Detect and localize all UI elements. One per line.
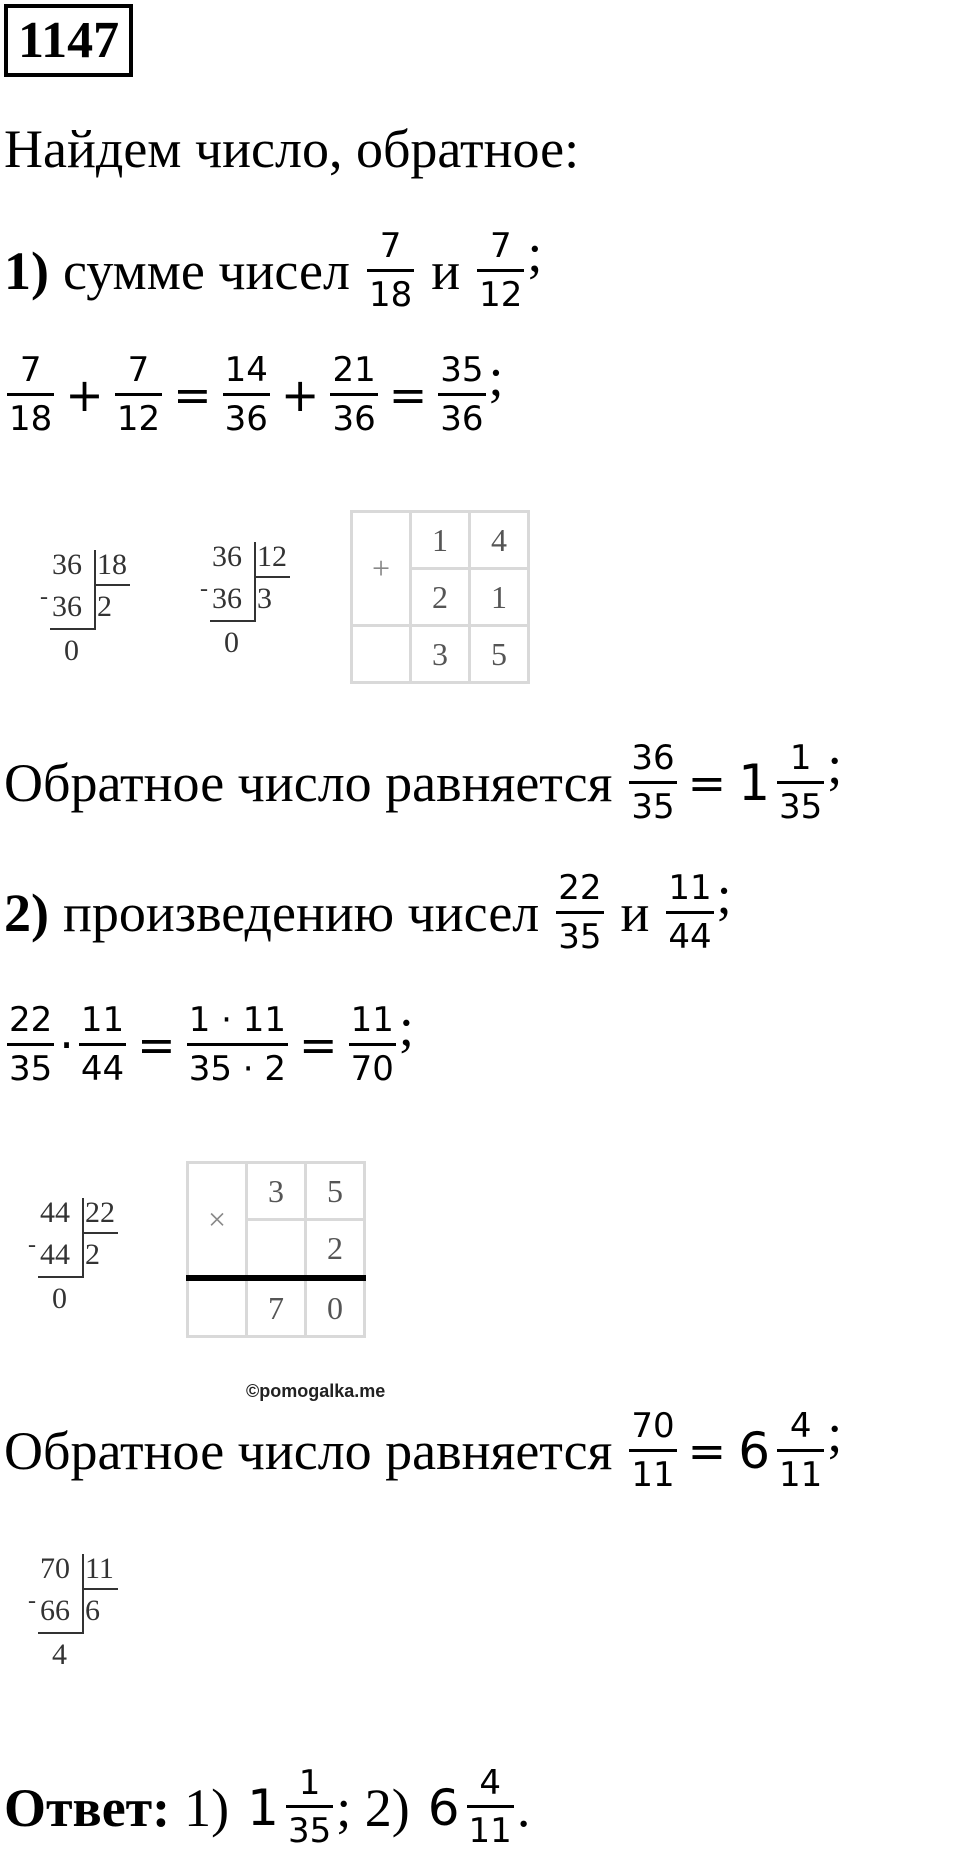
and-word: и: [620, 883, 650, 943]
multiply-dot: ·: [59, 1018, 74, 1072]
equals-sign: =: [173, 368, 212, 422]
part2-heading: 2) произведению чисел $\frac{22}{35}$ и $\frac{11}{44}$ ;: [4, 865, 732, 957]
fraction: $\frac{11}{70}$: [350, 1000, 394, 1089]
fraction: $\frac{22}{35}$: [9, 1000, 53, 1089]
fraction: $\frac{7}{18}$: [368, 226, 413, 315]
result-text: Обратное число равняется: [4, 1421, 613, 1481]
long-division-70-11: 70 11 - 66 6 4: [28, 1552, 138, 1692]
fraction: $\frac{35}{36}$: [440, 350, 484, 439]
plus-sign: +: [65, 368, 104, 422]
intro-text: Найдем число, обратное:: [4, 119, 580, 179]
problem-number: 1147: [4, 4, 133, 77]
long-division-36-18: 36 18 - 36 2 0: [40, 548, 150, 688]
part2-label: 2): [4, 883, 49, 943]
watermark: ©pomogalka.me: [246, 1381, 386, 1401]
result-text: Обратное число равняется: [4, 753, 613, 813]
fraction: $\frac{7}{12}$: [479, 226, 523, 315]
long-division-36-12: 36 12 - 36 3 0: [200, 540, 310, 680]
fraction: $\frac{1 \cdot 11}{35 \cdot 2}$: [188, 1000, 287, 1089]
column-addition-table: + 1 4 2 1 3 5: [350, 510, 530, 684]
plus-sign: +: [352, 512, 411, 626]
equals-sign: =: [137, 1018, 176, 1072]
part1-text: сумме чисел: [62, 241, 350, 301]
fraction: $\frac{21}{36}$: [332, 350, 376, 439]
fraction: $\frac{1}{35}$: [779, 738, 823, 827]
equals-sign: =: [687, 1424, 727, 1478]
equals-sign: =: [687, 756, 727, 810]
equals-sign: =: [299, 1018, 338, 1072]
and-word: и: [431, 241, 461, 301]
fraction: $\frac{22}{35}$: [558, 868, 602, 957]
part2-calculation: $\frac{22}{35}$ · $\frac{11}{44}$ = $\frac{1 \cdot 11}{35 \cdot 2}$ = $\frac{11}{70}$ ;: [9, 997, 414, 1089]
equals-sign: =: [388, 368, 428, 422]
plus-sign: +: [280, 368, 320, 422]
fraction: $\frac{7}{12}$: [116, 350, 161, 439]
fraction: $\frac{4}{11}$: [468, 1763, 512, 1852]
part1-label: 1): [4, 241, 49, 301]
part1-result: Обратное число равняется $\frac{36}{35}$ = 1 $\frac{1}{35}$ ;: [4, 735, 843, 827]
fraction: $\frac{7}{18}$: [9, 350, 53, 439]
fraction: $\frac{11}{44}$: [668, 868, 712, 957]
fraction: $\frac{70}{11}$: [631, 1406, 675, 1495]
multiply-sign: ×: [188, 1163, 247, 1279]
long-division-44-22: 44 22 - 44 2 0: [28, 1196, 138, 1336]
column-multiplication-table: × 3 5 2 7 0: [186, 1161, 366, 1338]
part1-calculation: $\frac{7}{18}$ + $\frac{7}{12}$ = $\frac{14}{36}$ + $\frac{21}{36}$ = $\frac{35}{36}$ ;: [9, 347, 504, 439]
part2-result: Обратное число равняется $\frac{70}{11}$ = 6 $\frac{4}{11}$ ;: [4, 1403, 843, 1495]
fraction: $\frac{4}{11}$: [779, 1406, 823, 1495]
fraction: $\frac{14}{36}$: [224, 350, 268, 439]
part1-heading: 1) сумме чисел $\frac{7}{18}$ и $\frac{7}{12}$ ;: [4, 223, 543, 315]
part2-text: произведению чисел: [62, 883, 540, 943]
fraction: $\frac{36}{35}$: [631, 738, 675, 827]
fraction: $\frac{1}{35}$: [287, 1763, 332, 1852]
answer-line: Ответ: 1) 1 $\frac{1}{35}$ ; 2) 6 $\frac{4}{11}$ .: [4, 1763, 531, 1852]
fraction: $\frac{11}{44}$: [80, 1000, 125, 1089]
answer-label: Ответ:: [4, 1777, 171, 1838]
